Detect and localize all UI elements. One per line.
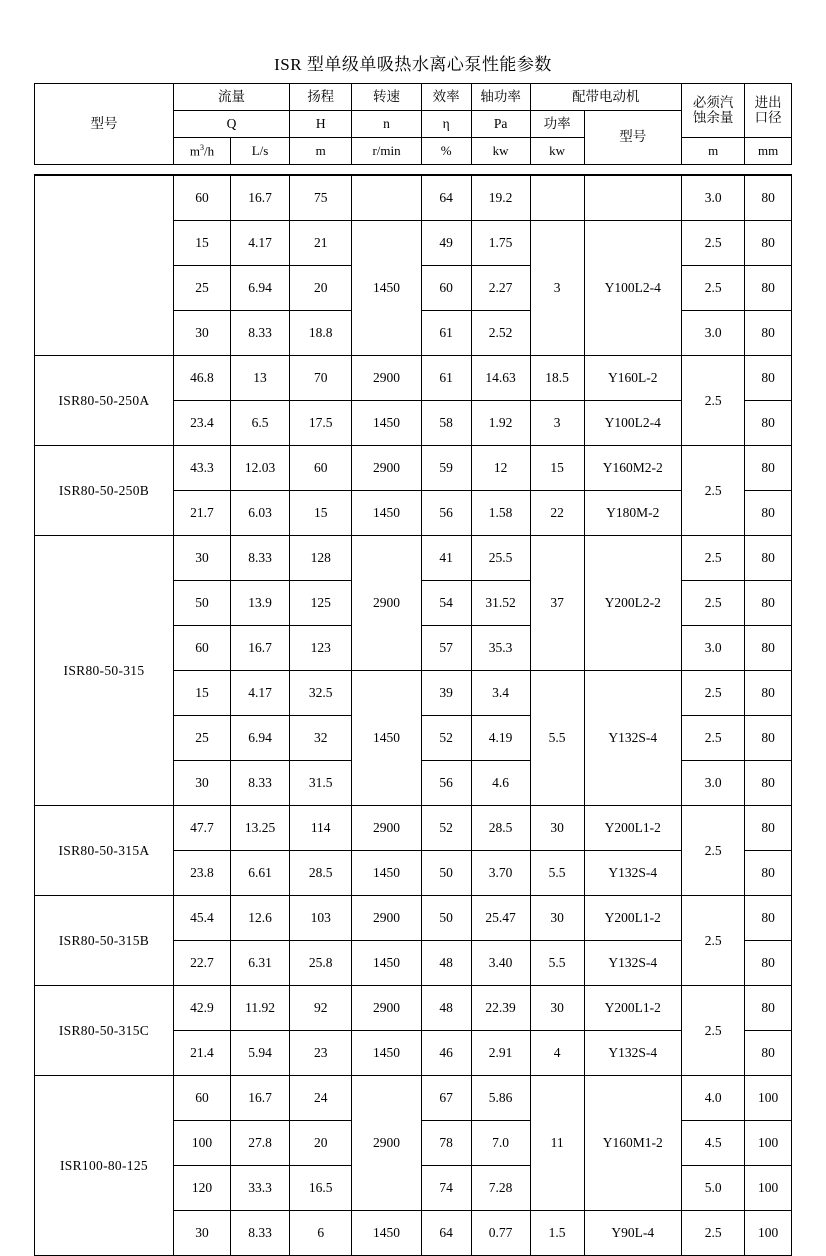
cell-speed: 1450	[352, 1211, 421, 1256]
cell-diameter: 80	[745, 986, 792, 1031]
cell-flow-ls: 6.5	[230, 401, 289, 446]
cell-shaft-power: 1.58	[471, 491, 530, 536]
cell-efficiency: 48	[421, 941, 471, 986]
cell-motor-model: Y180M-2	[584, 491, 681, 536]
cell-flow-m3h: 43.3	[173, 446, 230, 491]
cell-efficiency: 64	[421, 1211, 471, 1256]
cell-flow-ls: 27.8	[230, 1121, 289, 1166]
cell-motor-model	[584, 175, 681, 221]
cell-flow-ls: 13.25	[230, 806, 289, 851]
cell-diameter: 80	[745, 671, 792, 716]
cell-motor-power: 3	[530, 401, 584, 446]
cell-efficiency: 61	[421, 356, 471, 401]
unit-npsh: m	[682, 138, 745, 165]
cell-shaft-power: 2.52	[471, 311, 530, 356]
cell-motor-power: 4	[530, 1031, 584, 1076]
cell-efficiency: 58	[421, 401, 471, 446]
cell-flow-ls: 33.3	[230, 1166, 289, 1211]
cell-motor-power: 1.5	[530, 1211, 584, 1256]
cell-motor-model: Y100L2-4	[584, 401, 681, 446]
cell-flow-ls: 6.31	[230, 941, 289, 986]
cell-speed: 2900	[352, 806, 421, 851]
cell-diameter: 80	[745, 536, 792, 581]
cell-flow-ls: 11.92	[230, 986, 289, 1031]
cell-head: 75	[290, 175, 352, 221]
cell-motor-model: Y132S-4	[584, 1031, 681, 1076]
cell-flow-m3h: 15	[173, 671, 230, 716]
cell-speed: 2900	[352, 1076, 421, 1211]
cell-flow-m3h: 45.4	[173, 896, 230, 941]
cell-npsh: 2.5	[682, 536, 745, 581]
cell-flow-ls: 12.6	[230, 896, 289, 941]
table-body	[34, 174, 792, 1256]
cell-shaft-power: 1.92	[471, 401, 530, 446]
cell-speed: 2900	[352, 896, 421, 941]
cell-efficiency: 78	[421, 1121, 471, 1166]
cell-motor-power: 18.5	[530, 356, 584, 401]
cell-head: 128	[290, 536, 352, 581]
cell-speed: 1450	[352, 671, 421, 806]
cell-npsh: 4.5	[682, 1121, 745, 1166]
cell-flow-m3h: 120	[173, 1166, 230, 1211]
cell-motor-power	[530, 175, 584, 221]
cell-npsh: 3.0	[682, 175, 745, 221]
cell-speed	[352, 175, 421, 221]
cell-head: 20	[290, 266, 352, 311]
cell-flow-m3h: 60	[173, 175, 230, 221]
cell-shaft-power: 1.75	[471, 221, 530, 266]
cell-efficiency: 61	[421, 311, 471, 356]
cell-flow-m3h: 30	[173, 761, 230, 806]
header-efficiency-symbol: η	[421, 111, 471, 138]
cell-diameter: 80	[745, 221, 792, 266]
cell-diameter: 80	[745, 896, 792, 941]
cell-diameter: 80	[745, 491, 792, 536]
unit-diameter: mm	[745, 138, 792, 165]
unit-shaft-power: kw	[471, 138, 530, 165]
unit-motor-power: kw	[530, 138, 584, 165]
cell-shaft-power: 22.39	[471, 986, 530, 1031]
unit-speed: r/min	[352, 138, 421, 165]
cell-npsh: 2.5	[682, 446, 745, 536]
cell-motor-model: Y200L2-2	[584, 536, 681, 671]
cell-flow-ls: 6.94	[230, 266, 289, 311]
table-row	[35, 446, 792, 491]
cell-diameter: 80	[745, 356, 792, 401]
cell-motor-power: 30	[530, 986, 584, 1031]
cell-flow-m3h: 21.4	[173, 1031, 230, 1076]
cell-flow-m3h: 30	[173, 311, 230, 356]
cell-diameter: 80	[745, 716, 792, 761]
cell-npsh: 2.5	[682, 356, 745, 446]
cell-head: 21	[290, 221, 352, 266]
table-row	[35, 175, 792, 221]
cell-shaft-power: 19.2	[471, 175, 530, 221]
cell-speed: 1450	[352, 851, 421, 896]
cell-diameter: 80	[745, 851, 792, 896]
cell-npsh: 2.5	[682, 1211, 745, 1256]
cell-model	[35, 175, 174, 356]
cell-efficiency: 57	[421, 626, 471, 671]
cell-motor-power: 30	[530, 806, 584, 851]
cell-motor-power: 11	[530, 1076, 584, 1211]
cell-motor-model: Y132S-4	[584, 941, 681, 986]
cell-shaft-power: 7.0	[471, 1121, 530, 1166]
cell-flow-ls: 13.9	[230, 581, 289, 626]
table-row	[35, 986, 792, 1031]
cell-npsh: 2.5	[682, 671, 745, 716]
cell-npsh: 2.5	[682, 266, 745, 311]
cell-flow-m3h: 60	[173, 1076, 230, 1121]
cell-flow-ls: 8.33	[230, 536, 289, 581]
cell-speed: 2900	[352, 446, 421, 491]
cell-motor-power: 3	[530, 221, 584, 356]
cell-shaft-power: 0.77	[471, 1211, 530, 1256]
cell-npsh: 2.5	[682, 221, 745, 266]
cell-shaft-power: 35.3	[471, 626, 530, 671]
cell-motor-model: Y160M2-2	[584, 446, 681, 491]
cell-motor-model: Y200L1-2	[584, 986, 681, 1031]
cell-shaft-power: 25.5	[471, 536, 530, 581]
cell-head: 60	[290, 446, 352, 491]
cell-speed: 1450	[352, 401, 421, 446]
cell-diameter: 80	[745, 626, 792, 671]
cell-npsh: 3.0	[682, 761, 745, 806]
cell-speed: 1450	[352, 491, 421, 536]
cell-motor-model: Y100L2-4	[584, 221, 681, 356]
cell-flow-ls: 4.17	[230, 671, 289, 716]
unit-head: m	[290, 138, 352, 165]
cell-motor-power: 15	[530, 446, 584, 491]
cell-shaft-power: 7.28	[471, 1166, 530, 1211]
cell-efficiency: 56	[421, 491, 471, 536]
cell-flow-ls: 4.17	[230, 221, 289, 266]
cell-diameter: 100	[745, 1076, 792, 1121]
cell-flow-ls: 16.7	[230, 1076, 289, 1121]
cell-motor-power: 30	[530, 896, 584, 941]
cell-shaft-power: 3.70	[471, 851, 530, 896]
cell-motor-model: Y160L-2	[584, 356, 681, 401]
cell-flow-ls: 8.33	[230, 311, 289, 356]
cell-flow-m3h: 25	[173, 266, 230, 311]
cell-diameter: 80	[745, 941, 792, 986]
cell-diameter: 80	[745, 266, 792, 311]
cell-shaft-power: 31.52	[471, 581, 530, 626]
cell-npsh: 2.5	[682, 986, 745, 1076]
header-motor-power: 功率	[530, 111, 584, 138]
header-npsh-line1: 必须汽	[692, 94, 734, 110]
header-speed-symbol: n	[352, 111, 421, 138]
cell-speed: 2900	[352, 536, 421, 671]
cell-efficiency: 48	[421, 986, 471, 1031]
cell-flow-m3h: 47.7	[173, 806, 230, 851]
cell-flow-m3h: 25	[173, 716, 230, 761]
table-row	[35, 1076, 792, 1121]
cell-shaft-power: 2.91	[471, 1031, 530, 1076]
cell-efficiency: 52	[421, 806, 471, 851]
cell-flow-ls: 8.33	[230, 1211, 289, 1256]
cell-motor-power: 5.5	[530, 671, 584, 806]
header-head: 扬程	[290, 84, 352, 111]
cell-flow-m3h: 100	[173, 1121, 230, 1166]
cell-npsh: 2.5	[682, 581, 745, 626]
cell-diameter: 80	[745, 761, 792, 806]
cell-speed: 2900	[352, 986, 421, 1031]
header-row-1	[35, 84, 792, 111]
cell-motor-model: Y132S-4	[584, 851, 681, 896]
cell-head: 114	[290, 806, 352, 851]
cell-head: 70	[290, 356, 352, 401]
cell-head: 18.8	[290, 311, 352, 356]
cell-speed: 1450	[352, 1031, 421, 1076]
header-diameter-line1: 进出	[754, 94, 782, 110]
cell-efficiency: 50	[421, 896, 471, 941]
cell-head: 103	[290, 896, 352, 941]
cell-flow-m3h: 30	[173, 1211, 230, 1256]
header-npsh	[682, 84, 745, 138]
cell-npsh: 2.5	[682, 716, 745, 761]
cell-diameter: 80	[745, 806, 792, 851]
cell-shaft-power: 12	[471, 446, 530, 491]
cell-motor-model: Y160M1-2	[584, 1076, 681, 1211]
unit-efficiency: %	[421, 138, 471, 165]
cell-efficiency: 60	[421, 266, 471, 311]
cell-diameter: 100	[745, 1121, 792, 1166]
header-diameter	[745, 84, 792, 138]
cell-flow-ls: 16.7	[230, 626, 289, 671]
cell-flow-ls: 6.61	[230, 851, 289, 896]
cell-flow-m3h: 21.7	[173, 491, 230, 536]
cell-shaft-power: 2.27	[471, 266, 530, 311]
header-diameter-line2: 口径	[754, 109, 782, 125]
table-row	[35, 356, 792, 401]
cell-shaft-power: 28.5	[471, 806, 530, 851]
cell-flow-m3h: 60	[173, 626, 230, 671]
cell-npsh: 2.5	[682, 896, 745, 986]
cell-flow-m3h: 46.8	[173, 356, 230, 401]
header-head-symbol: H	[290, 111, 352, 138]
cell-model: ISR80-50-315	[35, 536, 174, 806]
cell-diameter: 80	[745, 446, 792, 491]
cell-efficiency: 52	[421, 716, 471, 761]
cell-flow-m3h: 50	[173, 581, 230, 626]
cell-flow-m3h: 23.4	[173, 401, 230, 446]
cell-efficiency: 39	[421, 671, 471, 716]
header-flow: 流量	[173, 84, 289, 111]
cell-head: 125	[290, 581, 352, 626]
cell-head: 6	[290, 1211, 352, 1256]
header-model: 型号	[35, 84, 174, 165]
page-title: ISR 型单级单吸热水离心泵性能参数	[274, 55, 552, 74]
header-efficiency: 效率	[421, 84, 471, 111]
cell-motor-power: 37	[530, 536, 584, 671]
cell-head: 123	[290, 626, 352, 671]
cell-motor-model: Y132S-4	[584, 671, 681, 806]
cell-head: 16.5	[290, 1166, 352, 1211]
header-motor-group: 配带电动机	[530, 84, 681, 111]
cell-flow-ls: 16.7	[230, 175, 289, 221]
cell-diameter: 80	[745, 581, 792, 626]
cell-diameter: 80	[745, 1031, 792, 1076]
cell-efficiency: 46	[421, 1031, 471, 1076]
cell-flow-m3h: 42.9	[173, 986, 230, 1031]
cell-npsh: 4.0	[682, 1076, 745, 1121]
cell-flow-ls: 6.03	[230, 491, 289, 536]
cell-flow-m3h: 15	[173, 221, 230, 266]
cell-npsh: 5.0	[682, 1166, 745, 1211]
cell-diameter: 80	[745, 401, 792, 446]
cell-flow-ls: 6.94	[230, 716, 289, 761]
cell-flow-m3h: 23.8	[173, 851, 230, 896]
unit-flow-m3h: $m^3/h$	[173, 138, 230, 165]
table-row	[35, 536, 792, 581]
cell-diameter: 100	[745, 1211, 792, 1256]
cell-shaft-power: 3.40	[471, 941, 530, 986]
cell-motor-model: Y90L-4	[584, 1211, 681, 1256]
cell-model: ISR80-50-315A	[35, 806, 174, 896]
cell-model: ISR80-50-315C	[35, 986, 174, 1076]
cell-flow-m3h: 22.7	[173, 941, 230, 986]
cell-efficiency: 41	[421, 536, 471, 581]
cell-shaft-power: 25.47	[471, 896, 530, 941]
cell-npsh: 2.5	[682, 806, 745, 896]
header-flow-symbol: Q	[173, 111, 289, 138]
cell-efficiency: 50	[421, 851, 471, 896]
cell-diameter: 100	[745, 1166, 792, 1211]
cell-diameter: 80	[745, 175, 792, 221]
cell-head: 28.5	[290, 851, 352, 896]
cell-efficiency: 59	[421, 446, 471, 491]
header-shaft-power-symbol: Pa	[471, 111, 530, 138]
cell-efficiency: 56	[421, 761, 471, 806]
cell-model: ISR100-80-125	[35, 1076, 174, 1256]
cell-efficiency: 67	[421, 1076, 471, 1121]
unit-flow-ls: L/s	[230, 138, 289, 165]
cell-flow-ls: 13	[230, 356, 289, 401]
cell-head: 31.5	[290, 761, 352, 806]
cell-model: ISR80-50-315B	[35, 896, 174, 986]
cell-flow-m3h: 30	[173, 536, 230, 581]
cell-head: 23	[290, 1031, 352, 1076]
cell-model: ISR80-50-250A	[35, 356, 174, 446]
cell-shaft-power: 4.6	[471, 761, 530, 806]
cell-motor-power: 22	[530, 491, 584, 536]
cell-speed: 1450	[352, 221, 421, 356]
cell-npsh: 3.0	[682, 626, 745, 671]
cell-npsh: 3.0	[682, 311, 745, 356]
cell-shaft-power: 3.4	[471, 671, 530, 716]
cell-shaft-power: 4.19	[471, 716, 530, 761]
cell-shaft-power: 14.63	[471, 356, 530, 401]
cell-motor-power: 5.5	[530, 941, 584, 986]
cell-efficiency: 74	[421, 1166, 471, 1211]
cell-head: 92	[290, 986, 352, 1031]
cell-speed: 2900	[352, 356, 421, 401]
table-header	[34, 83, 792, 165]
cell-efficiency: 54	[421, 581, 471, 626]
cell-head: 32.5	[290, 671, 352, 716]
cell-shaft-power: 5.86	[471, 1076, 530, 1121]
cell-efficiency: 49	[421, 221, 471, 266]
table-row	[35, 896, 792, 941]
cell-head: 17.5	[290, 401, 352, 446]
cell-diameter: 80	[745, 311, 792, 356]
table-row	[35, 806, 792, 851]
cell-head: 32	[290, 716, 352, 761]
cell-flow-ls: 12.03	[230, 446, 289, 491]
header-speed: 转速	[352, 84, 421, 111]
cell-head: 15	[290, 491, 352, 536]
cell-efficiency: 64	[421, 175, 471, 221]
cell-flow-ls: 5.94	[230, 1031, 289, 1076]
cell-head: 24	[290, 1076, 352, 1121]
cell-motor-model: Y200L1-2	[584, 806, 681, 851]
cell-model: ISR80-50-250B	[35, 446, 174, 536]
cell-speed: 1450	[352, 941, 421, 986]
cell-head: 20	[290, 1121, 352, 1166]
header-motor-model: 型号	[584, 111, 681, 165]
cell-motor-model: Y200L1-2	[584, 896, 681, 941]
header-shaft-power: 轴功率	[471, 84, 530, 111]
cell-flow-ls: 8.33	[230, 761, 289, 806]
header-npsh-line2: 蚀余量	[692, 109, 734, 125]
cell-head: 25.8	[290, 941, 352, 986]
cell-motor-power: 5.5	[530, 851, 584, 896]
